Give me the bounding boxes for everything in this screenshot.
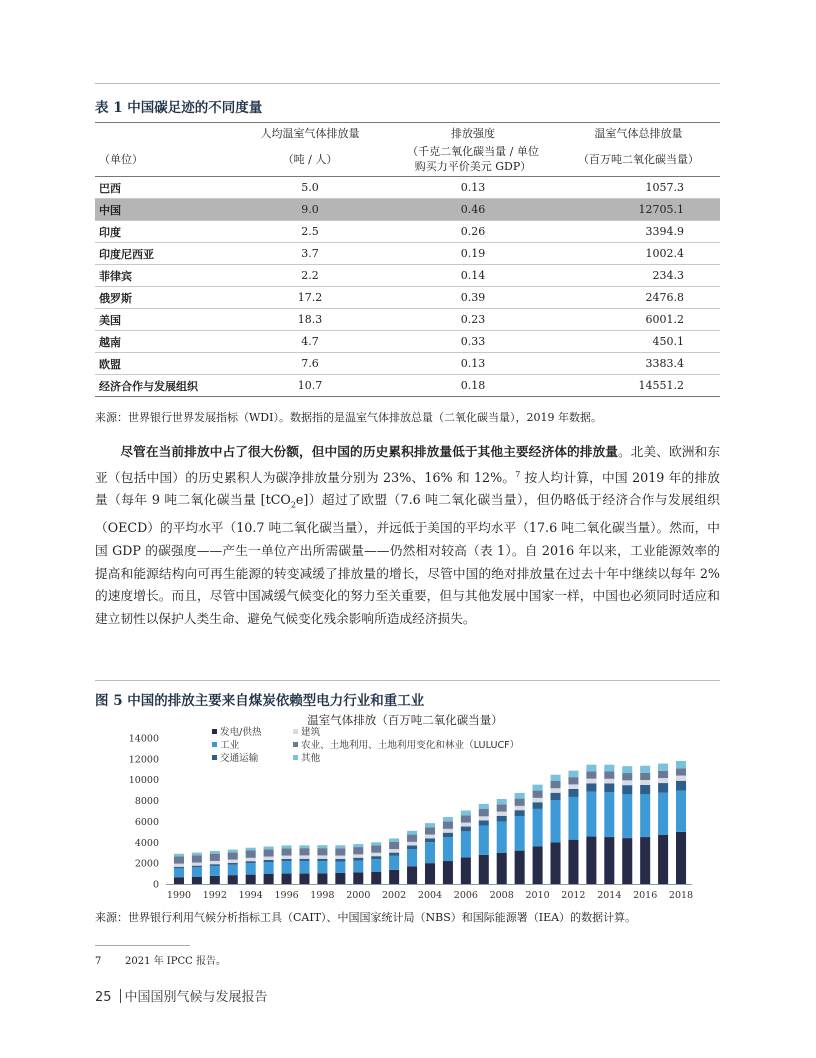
legend-label: 农业、土地利用、土地利用变化和林业（LULUCF） [301,740,520,751]
bar-segment [479,826,489,855]
bar-segment [533,785,543,791]
table-cell-total: 1057.3 [557,177,720,199]
table-source: 来源：世界银行世界发展指标（WDI）。数据指的是温室气体排放总量（二氧化碳当量），2019 年数据。 [95,411,602,424]
emissions-chart [95,708,720,908]
bar-segment [192,866,202,868]
bar-segment [335,873,345,884]
bar-segment [479,804,489,809]
bar-segment [389,838,399,841]
x-tick-label: 2000 [346,890,371,901]
bar-segment [210,851,220,854]
bar-segment [461,815,471,822]
bar-segment [640,780,650,785]
bar-segment [497,853,507,884]
table-cell-country: 美国 [95,309,231,331]
bar-segment [425,838,435,842]
bar-segment [282,856,292,859]
table-cell-total: 12705.1 [557,199,720,221]
bar-segment [479,855,489,884]
bar-segment [389,853,399,856]
bar-segment [515,806,525,810]
footnote-text: 2021 年 IPCC 报告。 [125,956,226,967]
bar-segment [264,862,274,874]
y-tick-label: 4000 [134,837,159,849]
bar-segment [586,783,596,791]
x-tick-label: 1996 [274,890,299,901]
bar-segment [551,800,561,842]
bar-segment [497,799,507,804]
subscript: 2 [290,500,296,510]
bar-segment [228,860,238,863]
table-cell-country: 欧盟 [95,353,231,375]
footnote-number: 7 [95,956,102,967]
bar-segment [515,810,525,816]
bar-segment [533,809,543,847]
bar-segment [210,876,220,884]
table-header-cell: 排放强度 [389,123,557,143]
bar-segment [676,832,686,884]
bar-segment [622,766,632,773]
bar-segment [604,771,614,778]
bar-segment [551,793,561,800]
table-title: 表 1 中国碳足迹的不同度量 [95,100,263,116]
page-footer [95,986,268,1005]
bar-segment [533,791,543,798]
bar-segment [353,858,363,861]
x-tick-label: 2004 [417,890,443,901]
table-cell-intensity: 0.23 [389,309,557,331]
bar-segment [676,761,686,768]
bar-segment [174,877,184,884]
table-row [95,221,720,243]
bar-segment [246,875,256,884]
table-units-row [95,142,720,177]
bar-segment [407,831,417,835]
table-header-row [95,123,720,143]
bar-segment [586,779,596,784]
bar-segment [515,851,525,884]
paragraph-text: 。北美、欧洲和东亚（包括中国）的历史累积人为碳净排放量分别为 23%、16% 和 12%。 [95,444,721,485]
legend-swatch [293,729,298,734]
footer-divider [120,989,121,1003]
bar-segment [497,804,507,811]
bar-segment [515,793,525,799]
bar-segment [443,833,453,837]
bar-segment [461,831,471,857]
bar-segment [497,812,507,816]
bar-segment [407,866,417,884]
bar-segment [622,780,632,785]
bar-segment [658,783,668,793]
bar-segment [658,764,668,771]
bar-segment [479,816,489,820]
table-body [95,177,720,397]
top-rule [95,83,720,84]
bar-segment [568,840,578,884]
x-tick-label: 2002 [382,890,407,901]
bar-segment [317,848,327,855]
bar-segment [335,859,345,862]
bar-segment [658,793,668,835]
bar-segment [353,873,363,884]
table-header-cell: 温室气体总排放量 [557,123,720,143]
bar-segment [174,868,184,877]
footnote-rule [95,945,190,946]
bar-segment [192,867,202,876]
bar-segment [246,858,256,861]
legend-swatch [293,742,298,747]
bar-segment [246,848,256,851]
bar-segment [317,845,327,848]
bar-segment [604,779,614,784]
bar-segment [551,781,561,788]
bar-segment [443,837,453,861]
table-cell-total: 2476.8 [557,287,720,309]
legend-label: 建筑 [301,727,321,738]
table-cell-intensity: 0.39 [389,287,557,309]
paragraph-text: 按人均计算，中国 2019 年的排放量（每年 9 吨二氧化碳当量 [tCO [95,469,720,508]
bar-segment [568,777,578,784]
bar-segment [282,874,292,884]
legend-label: 发电/供热 [220,727,262,738]
legend-swatch [212,742,217,747]
bar-segment [317,859,327,862]
x-tick-label: 2008 [489,890,514,901]
footnote [95,952,226,967]
x-tick-label: 2014 [597,890,622,901]
bar-segment [461,810,471,815]
legend-swatch [212,755,217,760]
legend-label: 交通运输 [220,753,259,764]
bar-segment [461,827,471,832]
bar-segment [192,863,202,866]
bar-segment [299,861,309,874]
y-tick-label: 6000 [134,816,159,828]
table-cell-total: 450.1 [557,331,720,353]
table-cell-total: 234.3 [557,265,720,287]
bar-segment [389,842,399,849]
table-cell-per-capita: 2.5 [231,221,389,243]
x-tick-label: 1992 [202,890,227,901]
bar-segment [461,857,471,884]
table-unit-cell [389,142,557,177]
bar-segment [658,835,668,884]
bar-segment [299,845,309,848]
bar-segment [622,794,632,838]
table-cell-per-capita: 10.7 [231,375,389,397]
figure-source: 来源：世界银行利用气候分析指标工具（CAIT）、中国国家统计局（NBS）和国际能源署（IEA）的数据计算。 [95,911,637,924]
table-header-cell: 人均温室气体排放量 [231,123,389,143]
bar-segment [174,864,184,867]
table-cell-intensity: 0.19 [389,243,557,265]
bar-segment [586,765,596,772]
bar-segment [425,835,435,839]
x-tick-label: 1994 [238,890,263,901]
bar-segment [604,837,614,884]
bar-segment [389,849,399,853]
table-cell-per-capita: 5.0 [231,177,389,199]
bar-segment [210,866,220,876]
legend-swatch [212,729,217,734]
bar-segment [407,849,417,866]
bar-segment [299,855,309,858]
table-cell-country: 菲律宾 [95,265,231,287]
page-number: 25 [95,990,112,1005]
report-title: 中国国别气候与发展报告 [124,990,268,1005]
bar-segment [407,835,417,842]
bar-segment [640,766,650,773]
table-cell-total: 14551.2 [557,375,720,397]
bar-segment [604,792,614,837]
paragraph-text: e]）超过了欧盟（7.6 吨二氧化碳当量），但仍略低于经济合作与发展组织（OECD）的平均水平（10.7 吨二氧化碳当量），并远低于美国的平均水平（17.6 吨二氧化碳当量）。然而，中国 GDP 的碳强度——产生一单位产出所需碳量——仍然相对较高（表 1）。自 2016 年以来，工业能源效率的提高和能源结构向可再生能源的转变减缓了排放量的增长，尽管中国的绝对排放量在过去十年中继续以每年 2% 的速度增长。而且，尽管中国减缓气候变化的努力至关重要，但与其他发展中国家一样，中国也必须同时适应和建立韧性以保护人类生命、避免气候变化残余影响所造成经济损失。 [95,492,720,626]
bar-segment [317,855,327,858]
bar-segment [228,850,238,853]
table-header-cell [95,123,231,143]
bar-segment [443,829,453,833]
bar-segment [192,853,202,856]
bar-segment [335,856,345,859]
x-tick-label: 1998 [310,890,335,901]
bar-segment [461,823,471,827]
footnote-ref: 7 [515,469,521,479]
bar-segment [353,847,363,854]
bar-segment [533,798,543,802]
bar-segment [282,859,292,861]
bar-segment [353,844,363,847]
legend-label: 其他 [301,753,321,764]
chart-svg [95,708,720,908]
table-cell-country: 越南 [95,331,231,353]
bar-segment [228,852,238,859]
bar-segment [335,861,345,872]
bar-segment [228,875,238,884]
bar-segment [228,865,238,875]
bar-segment [371,853,381,856]
bar-segment [407,842,417,846]
bar-segment [299,859,309,861]
table-row [95,309,720,331]
table-cell-intensity: 0.13 [389,177,557,199]
table-cell-total: 3383.4 [557,353,720,375]
bar-segment [533,802,543,809]
bar-segment [174,867,184,869]
y-tick-label: 10000 [128,775,159,787]
x-tick-label: 2010 [525,890,550,901]
table-cell-country: 经济合作与发展组织 [95,375,231,397]
bar-segment [479,820,489,825]
bar-segment [264,857,274,860]
bar-segment [335,845,345,848]
table-row [95,199,720,221]
bar-segment [389,856,399,870]
bar-segment [425,827,435,834]
body-paragraph [95,441,720,630]
bar-segment [264,846,274,849]
table-cell-per-capita: 3.7 [231,243,389,265]
table-unit-cell: （单位） [95,142,231,177]
bar-segment [676,768,686,775]
x-tick-label: 2016 [633,890,658,901]
y-tick-label: 0 [152,879,159,891]
bar-segment [568,789,578,797]
table-cell-per-capita: 18.3 [231,309,389,331]
bar-segment [533,846,543,884]
bar-segment [443,822,453,829]
bar-segment [443,817,453,821]
emissions-table [95,122,720,397]
table-row [95,353,720,375]
bar-segment [317,873,327,884]
bar-segment [246,863,256,874]
table-cell-intensity: 0.33 [389,331,557,353]
bar-segment [586,771,596,778]
legend-swatch [293,755,298,760]
bar-segment [228,863,238,865]
bar-segment [479,809,489,816]
unit-line: 购买力平价美元 GDP） [414,160,532,173]
table-unit-cell: （吨 / 人） [231,142,389,177]
table-cell-per-capita: 17.2 [231,287,389,309]
bar-segment [622,785,632,794]
y-tick-label: 12000 [128,754,159,766]
bar-segment [192,855,202,862]
bar-segment [264,849,274,856]
bar-segment [371,842,381,845]
bar-segment [210,854,220,861]
table-cell-per-capita: 2.2 [231,265,389,287]
bar-segment [353,861,363,873]
table-row [95,243,720,265]
table-cell-intensity: 0.26 [389,221,557,243]
bar-segment [353,854,363,857]
table-cell-total: 3394.9 [557,221,720,243]
bar-segment [282,848,292,855]
figure-rule [95,680,720,681]
bar-segment [299,848,309,855]
table-cell-total: 6001.2 [557,309,720,331]
bar-segment [371,845,381,852]
bar-segment [317,861,327,873]
bar-segment [371,856,381,859]
bar-segment [658,778,668,783]
bar-segment [676,791,686,832]
x-tick-label: 2018 [668,890,694,901]
y-tick-label: 2000 [134,858,159,870]
bar-segment [640,785,650,794]
bar-segment [282,861,292,874]
bar-segment [174,856,184,863]
bar-segment [210,861,220,864]
table-cell-country: 俄罗斯 [95,287,231,309]
table-cell-country: 印度尼西亚 [95,243,231,265]
bar-segment [622,838,632,884]
bar-segment [497,821,507,852]
bar-segment [586,792,596,837]
bar-segment [640,837,650,884]
bar-segment [676,781,686,791]
table-cell-per-capita: 7.6 [231,353,389,375]
bar-segment [515,816,525,850]
table-row [95,287,720,309]
bold-lead: 尽管在当前排放中占了很大份额，但中国的历史累积排放量低于其他主要经济体的排放量 [120,444,618,459]
bar-segment [425,863,435,884]
bar-segment [586,837,596,884]
bar-segment [640,794,650,837]
bar-segment [371,859,381,872]
bar-segment [246,851,256,858]
x-tick-label: 2012 [561,890,586,901]
table-row [95,331,720,353]
x-tick-label: 1990 [166,890,192,901]
bar-segment [335,848,345,855]
bar-segment [676,776,686,781]
bar-segment [299,874,309,884]
bar-segment [407,846,417,850]
unit-line: （千克二氧化碳当量 / 单位 [407,145,539,158]
bar-segment [568,771,578,777]
bar-segment [425,823,435,827]
figure-title: 图 5 中国的排放主要来自煤炭依赖型电力行业和重工业 [95,693,425,709]
bar-segment [551,842,561,884]
table-cell-per-capita: 9.0 [231,199,389,221]
bar-segment [515,799,525,806]
table-cell-per-capita: 4.7 [231,331,389,353]
y-tick-label: 8000 [134,796,159,808]
table-cell-total: 1002.4 [557,243,720,265]
bar-segment [264,874,274,884]
bar-segment [371,872,381,884]
bar-segment [174,854,184,857]
bar-segment [622,773,632,780]
bar-segment [264,860,274,862]
table-cell-country: 中国 [95,199,231,221]
legend-label: 工业 [220,740,240,751]
bar-segment [497,816,507,822]
bar-segment [425,842,435,863]
table-cell-intensity: 0.46 [389,199,557,221]
table-cell-country: 巴西 [95,177,231,199]
bar-segment [192,877,202,884]
table-cell-country: 印度 [95,221,231,243]
bar-segment [551,775,561,781]
table-unit-cell: （百万吨二氧化碳当量） [557,142,720,177]
bar-segment [568,784,578,789]
bar-segment [210,864,220,866]
bar-segment [640,773,650,780]
bar-segment [658,771,668,778]
table-row [95,265,720,287]
y-tick-label: 14000 [128,733,159,745]
bar-segment [443,861,453,884]
table-cell-intensity: 0.13 [389,353,557,375]
table-row [95,375,720,397]
table-row [95,177,720,199]
bar-segment [568,797,578,840]
bar-segment [604,765,614,772]
bar-segment [389,870,399,884]
chart-title: 温室气体排放（百万吨二氧化碳当量） [307,713,503,727]
bar-segment [604,783,614,792]
x-tick-label: 2006 [453,890,478,901]
bar-segment [551,788,561,792]
table-cell-intensity: 0.14 [389,265,557,287]
table-cell-intensity: 0.18 [389,375,557,397]
bar-segment [282,845,292,848]
bar-segment [246,861,256,863]
